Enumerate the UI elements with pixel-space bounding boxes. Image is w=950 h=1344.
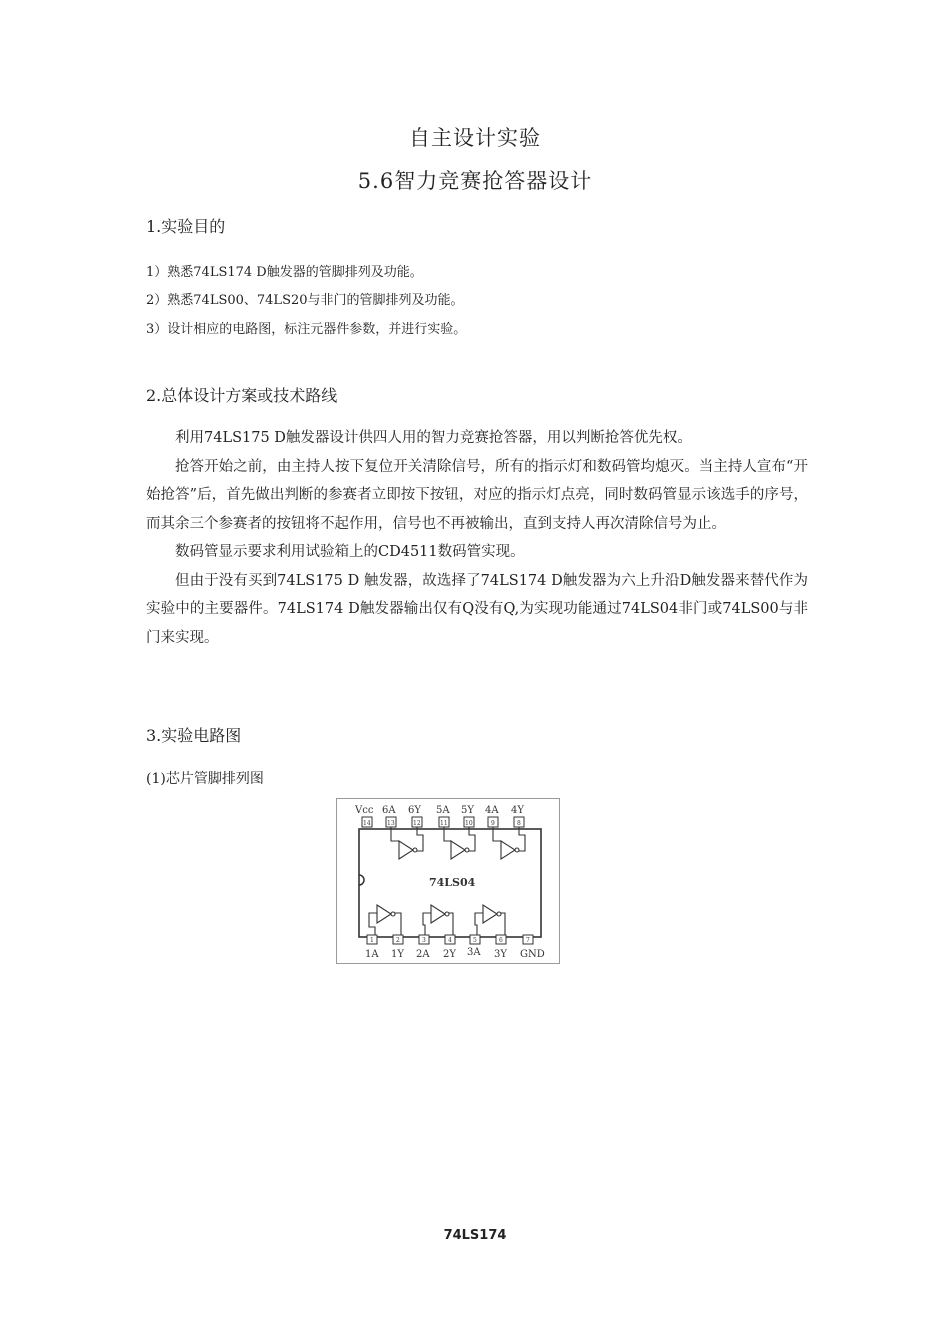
section-heading-purpose: 1.实验目的: [146, 217, 226, 236]
paragraph: 数码管显示要求利用试验箱上的CD4511数码管实现。: [175, 544, 525, 560]
pin-label-top: Vcc: [355, 805, 374, 816]
chip-pinout-diagram: [336, 798, 560, 964]
pin-number-top: 14: [363, 820, 371, 827]
pin-number-top: 9: [491, 820, 495, 827]
pin-number-bottom: 2: [396, 937, 400, 944]
inverter-bubble: [497, 912, 501, 916]
inverter-bubble: [515, 848, 519, 852]
pin-number-bottom: 4: [448, 937, 452, 944]
pin-label-bottom: 3Y: [494, 949, 507, 960]
pin-label-bottom: 1A: [365, 949, 379, 960]
chip-svg: [337, 799, 559, 963]
page-subtitle: 5.6智力竞赛抢答器设计: [357, 169, 593, 193]
inverter-bubble: [413, 848, 417, 852]
pin-number-top: 10: [465, 820, 473, 827]
pin-label-bottom: GND: [520, 949, 545, 960]
list-item: 3）设计相应的电路图，标注元器件参数，并进行实验。: [146, 322, 467, 337]
design-body: [146, 424, 808, 652]
pin-label-bottom: 3A: [467, 947, 481, 958]
pin-label-bottom: 1Y: [391, 949, 404, 960]
pin-label-top: 5A: [436, 805, 450, 816]
pin-label-bottom: 2Y: [443, 949, 456, 960]
inverter-bubble: [391, 912, 395, 916]
pin-label-top: 4Y: [511, 805, 524, 816]
chip-name: 74LS04: [429, 876, 476, 889]
pin-label-top: 5Y: [461, 805, 474, 816]
pin-number-bottom: 1: [370, 937, 374, 944]
pin-number-top: 11: [440, 820, 448, 827]
pin-label-top: 6A: [382, 805, 396, 816]
paragraph: 利用74LS175 D触发器设计供四人用的智力竞赛抢答器，用以判断抢答优先权。: [175, 430, 692, 446]
inverter-bubble: [465, 848, 469, 852]
inverter-bubble: [445, 912, 449, 916]
section-heading-design: 2.总体设计方案或技术路线: [146, 386, 338, 405]
paragraph: 抢答开始之前，由主持人按下复位开关清除信号，所有的指示灯和数码管均熄灭。当主持人宣布“开始抢答”后，首先做出判断的参赛者立即按下按钮，对应的指示灯点亮，同时数码管显示该选手的序号，而其余三个参赛者的按钮将不起作用，信号也不再被输出，直到支持人再次清除信号为止。: [146, 458, 808, 532]
pin-label-bottom: 2A: [416, 949, 430, 960]
pin-number-bottom: 6: [499, 937, 503, 944]
footer-label: 74LS174: [443, 1228, 507, 1243]
figure-caption: (1)芯片管脚排列图: [146, 771, 264, 787]
paragraph: 但由于没有买到74LS175 D 触发器，故选择了74LS174 D触发器为六上升沿D触发器来替代作为实验中的主要器件。74LS174 D触发器输出仅有Q没有Q,为实现功能通过74LS04非门或74LS00与非门来实现。: [146, 572, 808, 646]
pin-number-bottom: 7: [526, 937, 530, 944]
page-title: 自主设计实验: [409, 126, 541, 150]
pin-label-top: 4A: [485, 805, 499, 816]
pin-number-top: 8: [517, 820, 521, 827]
list-item: 1）熟悉74LS174 D触发器的管脚排列及功能。: [146, 265, 423, 280]
list-item: 2）熟悉74LS00、74LS20与非门的管脚排列及功能。: [146, 293, 464, 308]
section-heading-circuit: 3.实验电路图: [146, 726, 242, 745]
pin-label-top: 6Y: [408, 805, 421, 816]
pin-number-top: 12: [413, 820, 421, 827]
pin-number-bottom: 5: [473, 937, 477, 944]
pin-number-bottom: 3: [422, 937, 426, 944]
pin-number-top: 13: [387, 820, 395, 827]
